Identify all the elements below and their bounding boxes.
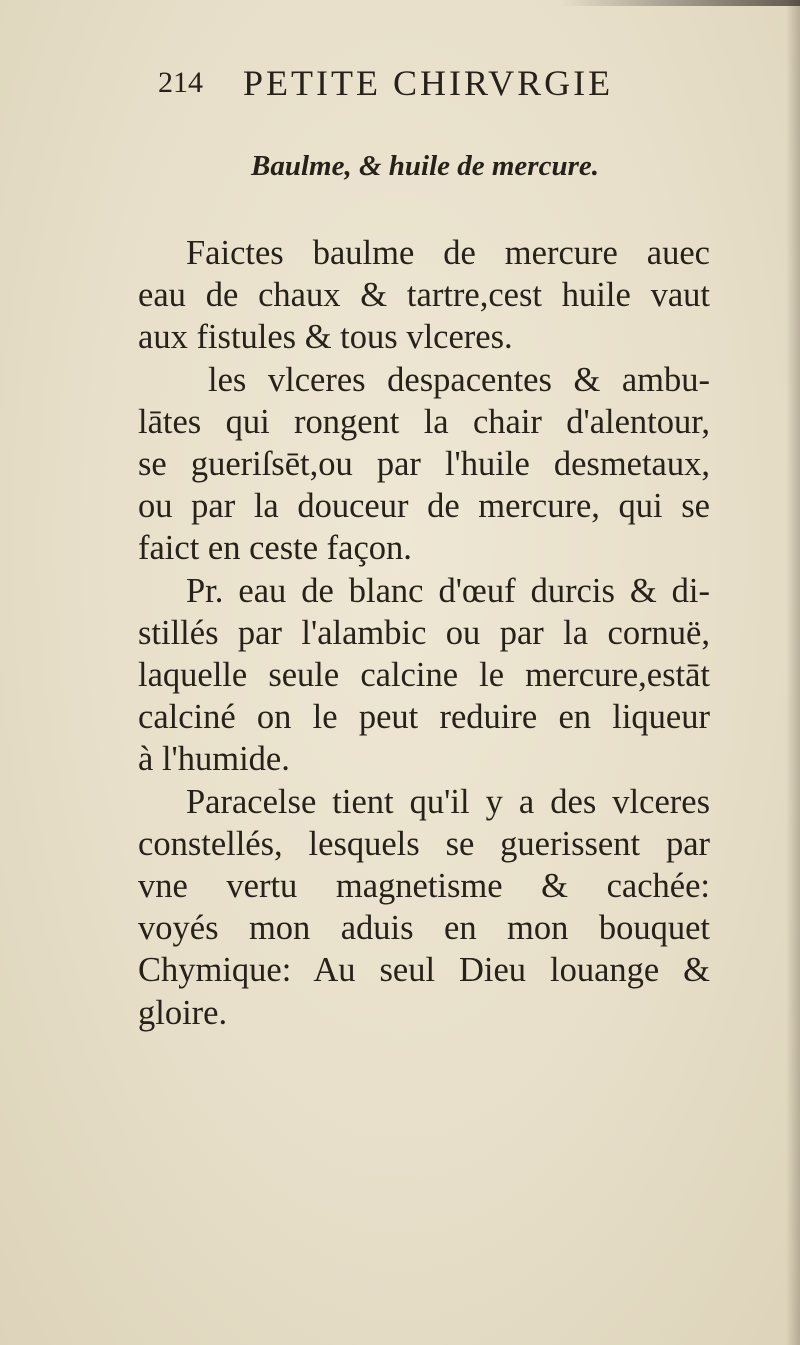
text-line: gloire. bbox=[138, 993, 228, 1032]
text-line: voyés mon aduis en mon bouquet bbox=[138, 909, 710, 948]
text-line: Faictes baulme de mercure auec bbox=[186, 234, 710, 272]
text-line: aux fistules & tous vlceres. bbox=[138, 318, 513, 357]
paragraph bbox=[138, 232, 710, 359]
text-line: Chymique: Au seul Dieu louange & bbox=[138, 951, 710, 990]
running-head bbox=[128, 62, 668, 108]
paragraph bbox=[138, 781, 710, 1034]
text-line: lātes qui rongent la chair d'alentour, bbox=[138, 402, 710, 441]
text-line: Paracelse tient qu'il y a des vlceres bbox=[186, 782, 710, 821]
text-line: Pr. eau de blanc d'œuf durcis & di- bbox=[186, 571, 710, 610]
body-text bbox=[138, 232, 710, 1034]
paragraph bbox=[138, 570, 710, 781]
text-line: laquelle seule calcine le mercure,estāt bbox=[138, 656, 710, 695]
text-line: ou par la douceur de mercure, qui se bbox=[138, 487, 710, 526]
text-line: à l'humide. bbox=[138, 740, 290, 779]
paragraph bbox=[138, 359, 710, 570]
text-line: eau de chaux & tartre,cest huile vaut bbox=[138, 276, 710, 315]
running-title: PETITE CHIRVRGIE bbox=[243, 63, 614, 103]
text-line: vne vertu magnetisme & cachée: bbox=[138, 867, 710, 906]
text-line: constellés, lesquels se guerissent par bbox=[138, 824, 710, 863]
text-line: stillés par l'alambic ou par la cornuë, bbox=[138, 613, 710, 652]
page-edge-rule bbox=[560, 0, 800, 6]
text-line: les vlceres despacentes & ambu- bbox=[208, 360, 710, 399]
text-line: se gueriſsēt,ou par l'huile desmetaux, bbox=[138, 445, 710, 484]
page-number: 214 bbox=[158, 66, 203, 99]
text-line: calciné on le peut reduire en liqueur bbox=[138, 698, 710, 737]
section-heading: Baulme, & huile de mercure. bbox=[251, 150, 599, 182]
text-line: faict en ceste façon. bbox=[138, 529, 412, 568]
